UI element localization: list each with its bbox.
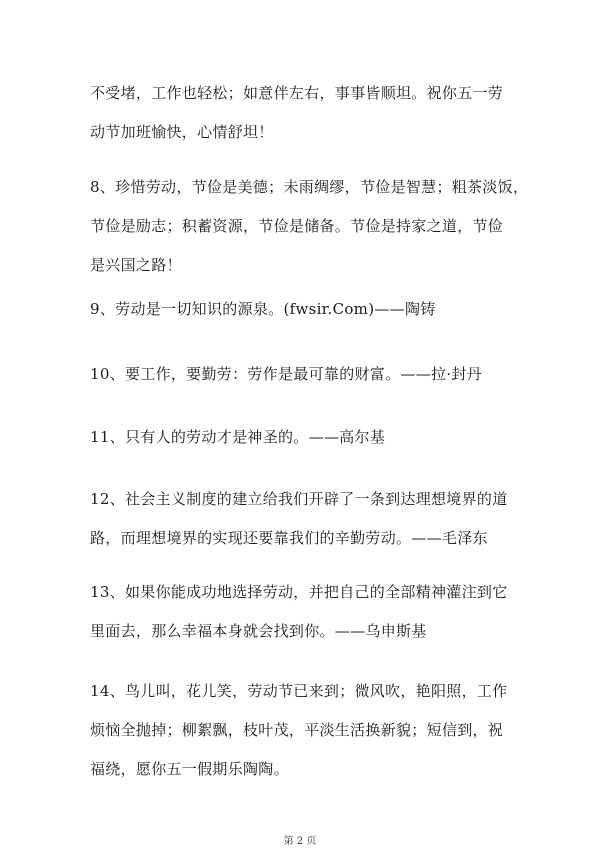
text-line: 12、社会主义制度的建立给我们开辟了一条到达理想境界的道 bbox=[90, 490, 508, 508]
text-line: 节俭是励志；积蓄资源，节俭是储备。节俭是持家之道，节俭 bbox=[90, 217, 504, 235]
paragraph-8 bbox=[90, 168, 529, 285]
paragraph-13 bbox=[90, 573, 520, 651]
paragraph-12 bbox=[90, 480, 520, 558]
paragraph-10 bbox=[90, 355, 520, 394]
text-line: 8、珍惜劳动，节俭是美德；未雨绸缪，节俭是智慧；粗茶淡饭， bbox=[90, 178, 529, 196]
paragraph-9 bbox=[90, 290, 520, 329]
page-number: 第 2 页 bbox=[283, 836, 317, 847]
text-line: 路，而理想境界的实现还要靠我们的辛勤劳动。——毛泽东 bbox=[90, 529, 488, 547]
text-line: 动节加班愉快，心情舒坦！ bbox=[90, 123, 274, 141]
text-line: 福绕，愿你五一假期乐陶陶。 bbox=[90, 760, 289, 778]
paragraph-11 bbox=[90, 418, 520, 457]
text-line: 烦恼全抛掉；柳絮飘，枝叶茂，平淡生活换新貌；短信到，祝 bbox=[90, 721, 504, 739]
text-line: 13、如果你能成功地选择劳动，并把自己的全部精神灌注到它 bbox=[90, 583, 508, 601]
paragraph-7-continued bbox=[90, 74, 520, 152]
paragraph-14 bbox=[90, 672, 520, 789]
text-line: 9、劳动是一切知识的源泉。(fwsir.Com)——陶铸 bbox=[90, 300, 436, 318]
text-line: 里面去，那么幸福本身就会找到你。——乌申斯基 bbox=[90, 622, 427, 640]
text-line: 14、鸟儿叫，花儿笑，劳动节已来到；微风吹，艳阳照，工作 bbox=[90, 682, 508, 700]
text-line: 是兴国之路！ bbox=[90, 256, 182, 274]
text-line: 不受堵，工作也轻松；如意伴左右，事事皆顺坦。祝你五一劳 bbox=[90, 84, 504, 102]
text-line: 10、要工作，要勤劳：劳作是最可靠的财富。——拉·封丹 bbox=[90, 365, 482, 383]
text-line: 11、只有人的劳动才是神圣的。——高尔基 bbox=[90, 428, 386, 446]
